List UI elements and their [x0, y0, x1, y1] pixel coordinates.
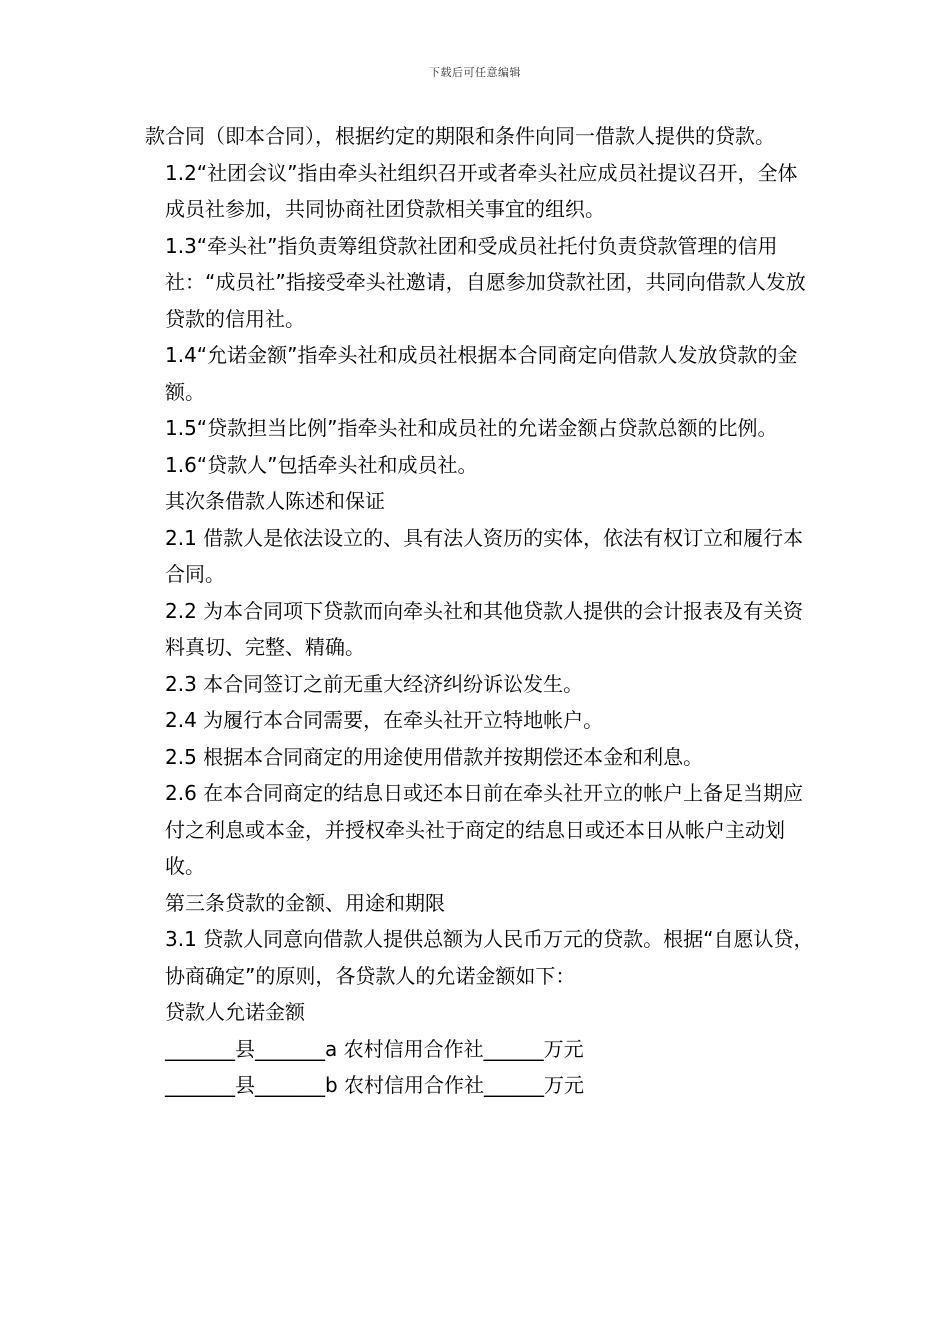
page-header: 下载后可任意编辑: [429, 66, 521, 79]
paragraph: 2.4 为履行本合同需要，在牵头社开立特地帐户。: [165, 708, 604, 732]
section-heading: 第三条贷款的金额、用途和期限: [165, 890, 445, 915]
paragraph: 2.1 借款人是依法设立的、具有法人资历的实体，依法有权订立和履行本合同。: [165, 525, 804, 586]
section-heading: 其次条借款人陈述和保证: [165, 489, 385, 513]
fill-in-line: _______县_______a 农村信用合作社______万元: [165, 1036, 584, 1061]
document-body: [145, 118, 817, 1104]
paragraph: 2.2 为本合同项下贷款而向牵头社和其他贷款人提供的会计报表及有关资料真切、完整、精确。: [165, 598, 804, 659]
paragraph: 3.1 贷款人同意向借款人提供总额为人民币万元的贷款。根据“自愿认贷，协商确定”的原则，各贷款人的允诺金额如下：: [165, 927, 814, 988]
paragraph: 2.3 本合同签订之前无重大经济纠纷诉讼发生。: [165, 671, 584, 696]
paragraph: 1.2“社团会议”指由牵头社组织召开或者牵头社应成员社提议召开，全体成员社参加，共同协商社团贷款相关事宜的组织。: [165, 160, 798, 221]
paragraph: 1.5“贷款担当比例”指牵头社和成员社的允诺金额占贷款总额的比例。: [165, 416, 778, 440]
paragraph: 2.5 根据本合同商定的用途使用借款并按期偿还本金和利息。: [165, 744, 704, 769]
paragraph: 1.3“牵头社”指负责筹组贷款社团和受成员社托付负责贷款管理的信用社：“成员社”指接受牵头社邀请，自愿参加贷款社团，共同向借款人发放贷款的信用社。: [165, 233, 806, 331]
paragraph: 1.4“允诺金额”指牵头社和成员社根据本合同商定向借款人发放贷款的金额。: [165, 343, 798, 404]
paragraph: 1.6“贷款人”包括牵头社和成员社。: [165, 452, 478, 477]
paragraph: 2.6 在本合同商定的结息日或还本日前在牵头社开立的帐户上备足当期应付之利息或本金，并授权牵头社于商定的结息日或还本日从帐户主动划收。: [165, 781, 804, 878]
paragraph: 款合同（即本合同），根据约定的期限和条件向同一借款人提供的贷款。: [145, 124, 775, 148]
fill-in-line: _______县_______b 农村信用合作社______万元: [165, 1073, 585, 1097]
table-heading: 贷款人允诺金额: [165, 1000, 305, 1024]
